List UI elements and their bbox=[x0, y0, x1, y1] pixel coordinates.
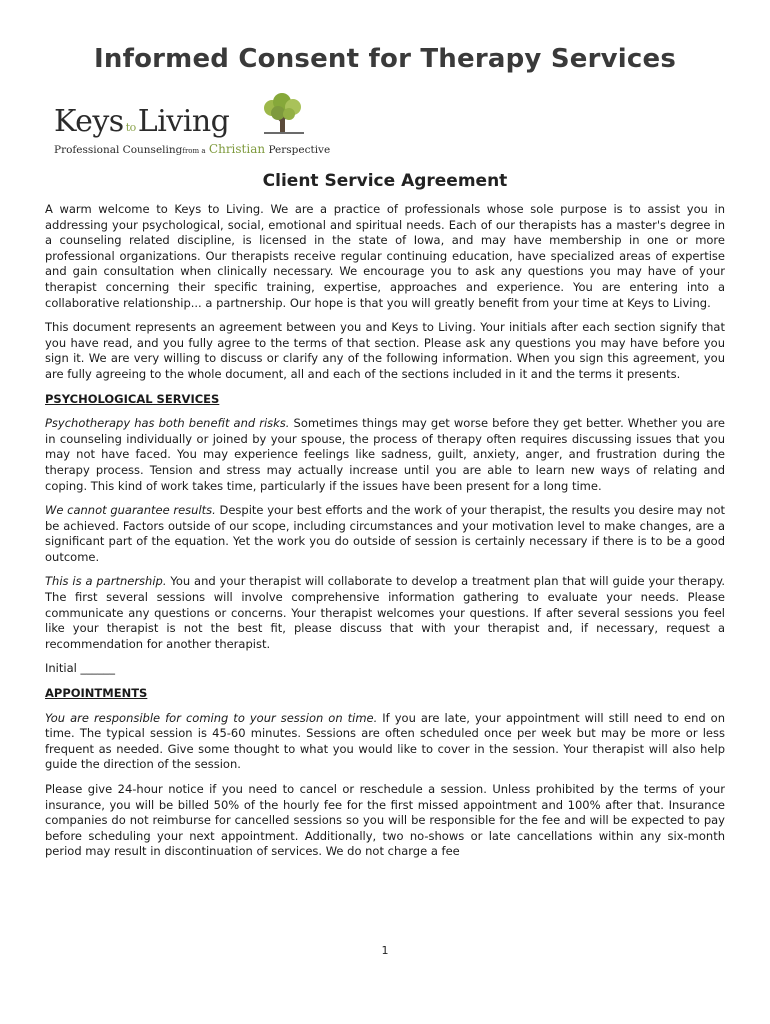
section-title: Client Service Agreement bbox=[262, 171, 508, 191]
logo-tagline: Professional Counselingfrom a Christian Perspective bbox=[54, 142, 331, 156]
page-number: 1 bbox=[381, 944, 389, 957]
initial-field[interactable]: Initial ______ bbox=[45, 661, 115, 676]
intro-paragraph: This document represents an agreement between you and Keys to Living. Your initials after each section signify that you have read, and you fully agree to the terms of that section. Please ask any questions you may have before you sign it. We are very willing to discuss or clarify any of the following information. When you sign this agreement, you are fully agreeing to the whole document, all and each of the sections included in it and the terms it presents. bbox=[45, 320, 725, 381]
appointments-heading: APPOINTMENTS bbox=[45, 686, 148, 701]
tree-icon bbox=[258, 92, 308, 136]
psychological-services-heading: PSYCHOLOGICAL SERVICES bbox=[45, 391, 220, 406]
psych-paragraph: We cannot guarantee results. Despite your best efforts and the work of your therapist, the results you desire may not be achieved. Factors outside of our scope, including circumstances and your motivation level to make changes, are a significant part of the equation. Yet the work you do outside of session is certainly necessary if there is to be a good outcome. bbox=[45, 503, 725, 564]
psych-paragraph: This is a partnership. You and your therapist will collaborate to develop a treatment plan that will guide your therapy. The first several sessions will involve comprehensive information gathering to evaluate your needs. Please communicate any questions or concerns. Your therapist welcomes your questions. If after several sessions you feel like your therapist is not the best fit, please discuss that with your therapist and, if necessary, request a recommendation for another therapist. bbox=[45, 574, 725, 651]
intro-paragraph: A warm welcome to Keys to Living. We are a practice of professionals whose sole purpose is to assist you in addressing your psychological, social, emotional and spiritual needs. Each of our therapists has a master's degree in a counseling related discipline, is licensed in the state of Iowa, and may have membership in one or more professional organizations. Our therapists receive regular continuing education, have specialized areas of expertise and gain consultation when clinically necessary. We encourage you to ask any questions you may have of your therapist concerning their specific training, expertise, approaches and experience. You are entering into a collaborative relationship... a partnership. Our hope is that you will greatly benefit from your time at Keys to Living. bbox=[45, 202, 725, 310]
keys-to-living-logo bbox=[54, 92, 331, 156]
psych-paragraph: Psychotherapy has both benefit and risks. Sometimes things may get worse before they get better. Whether you are in counseling individually or joined by your spouse, the process of therapy often requires discussing issues that you may not have faced. You may experience feelings like sadness, guilt, anxiety, anger, and frustration during the therapy process. Tension and stress may actually increase until you are able to learn new ways of relating and coping. This kind of work takes time, particularly if the issues have been present for a long time. bbox=[45, 416, 725, 493]
appointments-paragraph: Please give 24-hour notice if you need to cancel or reschedule a session. Unless prohibited by the terms of your insurance, you will be billed 50% of the hourly fee for the first missed appointment and 100% after that. Insurance companies do not reimburse for cancelled sessions so you will be responsible for the fee and will be expected to pay before scheduling your next appointment. Additionally, two no-shows or late cancellations within any six-month period may result in discontinuation of services. We do not charge a fee bbox=[45, 782, 725, 859]
logo-wordmark: Keys toLiving bbox=[54, 104, 230, 139]
appointments-paragraph: You are responsible for coming to your session on time. If you are late, your appointment will still need to end on time. The typical session is 45-60 minutes. Sessions are often scheduled once per week but may be more or less frequent as needed. Give some thought to what you would like to cover in the session. Your therapist will also help guide the direction of the session. bbox=[45, 710, 725, 772]
document-title: Informed Consent for Therapy Services bbox=[94, 44, 676, 74]
document-body bbox=[45, 202, 725, 869]
